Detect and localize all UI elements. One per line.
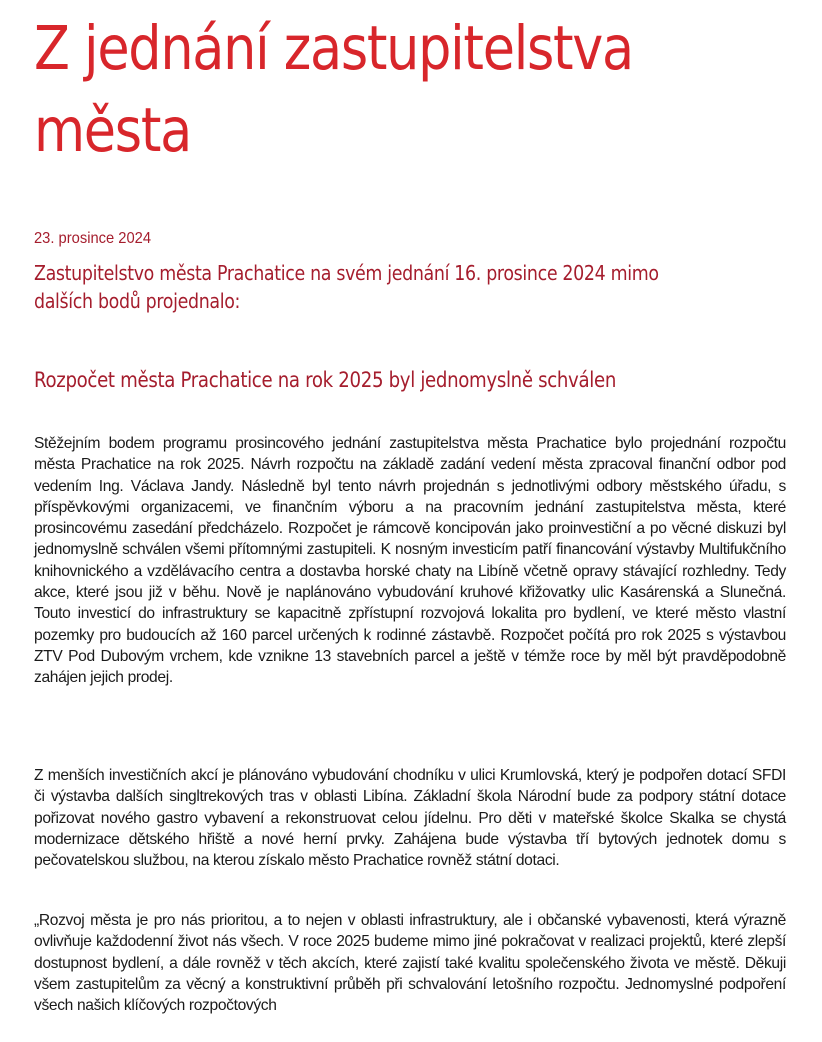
body-paragraph: Stěžejním bodem programu prosincového jednání zastupitelstva města Prachatice bylo projednání rozpočtu města Prachatice na rok 2025. Návrh rozpočtu na základě zadání vedení města zpracoval finanční odbor pod vedením Ing. Václava Jandy. Následně byl tento návrh projednán s jednotlivými odbory městského úřadu, s příspěvkovými organizacemi, ve finančním výboru a na pracovním jednání zastupitelstva města, které prosincovému zasedání předcházelo. Rozpočet je rámcově koncipován jako proinvestiční a po věcné diskuzi byl jednomyslně schválen všemi přítomnými zastupiteli. K nosným investicím patří financování výstavby Multifukčního knihovnického a vzdělávacího centra a dostavba horské chaty na Libíně včetně opravy stávající rozhledny. Tedy akce, které jsou již v běhu. Nově je naplánováno vybudování kruhové křižovatky ulic Kasárenská a Slunečná. Touto investicí do infrastruktury se kapacitně zpřístupní rozvojová lokalita pro bydlení, ve které město vlastní pozemky pro budoucích až 160 parcel určených k rodinné zástavbě. Rozpočet počítá pro rok 2025 s výstavbou ZTV Pod Dubovým vrchem, kde vznikne 13 stavebních parcel a ještě v témže roce by měl být pravděpodobně zahájen jejich prodej. <box>34 435 786 687</box>
article-lead: Zastupitelstvo města Prachatice na svém jednání 16. prosince 2024 mimo dalších bodů projednalo: <box>34 261 659 313</box>
article-date: 23. prosince 2024 <box>34 230 152 247</box>
article-title: Z jednání zastupitelstva města <box>34 13 633 166</box>
body-paragraph-quote: „Rozvoj města je pro nás prioritou, a to nejen v oblasti infrastruktury, ale i občanské vybavenosti, která výrazně ovlivňuje každodenní život nás všech. V roce 2025 budeme mimo jiné pokračovat v realizaci projektů, které zlepší dostupnost bydlení, a dále rovněž v těch akcích, které zajistí také kvalitu společenského života ve městě. Děkuji všem zastupitelům za věcný a konstruktivní průběh při schvalování letošního rozpočtu. Jednomyslné podpoření všech našich klíčových rozpočtových <box>34 912 786 1015</box>
section-heading: Rozpočet města Prachatice na rok 2025 byl jednomyslně schválen <box>34 368 617 393</box>
body-paragraph: Z menších investičních akcí je plánováno vybudování chodníku v ulici Krumlovská, který je podpořen dotací SFDI či výstavba dalších singltrekových tras v oblasti Libína. Základní škola Národní bude za podpory státní dotace pořizovat nového gastro vybavení a rekonstruovat celou jídelnu. Pro děti v mateřské školce Skalka se chystá modernizace dětského hřiště a nové herní prvky. Zahájena bude výstavba tří bytových jednotek domu s pečovatelskou službou, na kterou získalo město Prachatice rovněž státní dotaci. <box>34 767 786 870</box>
